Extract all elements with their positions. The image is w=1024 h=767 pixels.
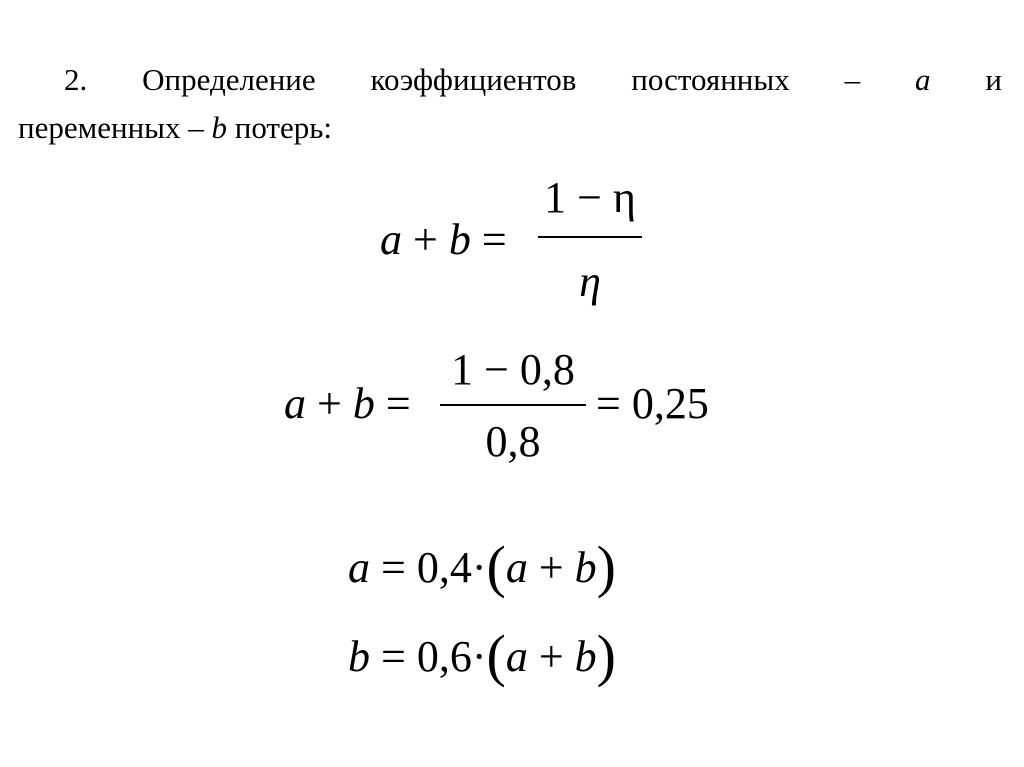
eq3-plus: +: [538, 543, 564, 592]
item-number: 2.: [64, 62, 88, 97]
eq4-b: b: [348, 632, 370, 681]
eq1-equals: =: [481, 215, 507, 264]
eq4-inner-a: a: [505, 632, 528, 681]
word-variable: переменных –: [18, 110, 204, 145]
conjunction: и: [985, 62, 1002, 97]
eq2-rhs: [596, 379, 709, 428]
word-definition: Определение: [142, 62, 316, 97]
eq1-plus: +: [413, 215, 438, 264]
eq2-plus: +: [317, 379, 342, 428]
eq3-close-paren: ): [596, 534, 616, 599]
eq3-open-paren: (: [486, 534, 506, 599]
variable-a: a: [914, 62, 931, 97]
eq1-b: b: [448, 215, 471, 264]
eq3-equals: =: [381, 543, 406, 592]
eq1-denominator: η: [579, 257, 601, 306]
eq3-coefficient: 0,4: [416, 543, 472, 592]
eq4-coefficient: 0,6: [416, 632, 472, 681]
eq3-a: a: [348, 543, 370, 592]
variable-b: b: [211, 110, 227, 145]
equation-3: [348, 534, 616, 599]
eq2-a: a: [284, 379, 306, 428]
eq1-fraction-bar: [538, 236, 642, 238]
equation-4: [348, 623, 616, 688]
paragraph-line-2: [18, 104, 1002, 152]
paragraph-line-1: [18, 56, 1002, 104]
word-coefficients: коэффициентов: [370, 62, 577, 97]
eq4-plus: +: [538, 632, 564, 681]
eq1-a: a: [380, 215, 402, 264]
eq4-inner-b: b: [574, 632, 597, 681]
eq4-dot: ·: [471, 632, 487, 681]
eq2-fraction-bar: [440, 404, 586, 406]
eq4-open-paren: (: [486, 623, 506, 688]
eq1-numerator: 1 − η: [544, 173, 636, 222]
eq2-numerator: 1 − 0,8: [451, 345, 575, 394]
eq3-inner-a: a: [505, 543, 528, 592]
intro-paragraph: [18, 56, 1002, 152]
eq4-close-paren: ): [596, 623, 616, 688]
word-constant: постоянных: [631, 62, 790, 97]
eq2-result: 0,25: [631, 379, 709, 428]
eq1-lhs: [380, 215, 507, 264]
dash: –: [844, 62, 861, 97]
eq2-equals-2: =: [596, 379, 621, 428]
eq2-denominator: 0,8: [485, 417, 541, 466]
eq4-equals: =: [381, 632, 406, 681]
eq2-lhs: [284, 379, 411, 428]
eq2-equals: =: [385, 379, 411, 428]
eq3-inner-b: b: [574, 543, 597, 592]
word-losses: потерь:: [234, 110, 332, 145]
eq3-dot: ·: [471, 543, 487, 592]
eq2-b: b: [352, 379, 375, 428]
